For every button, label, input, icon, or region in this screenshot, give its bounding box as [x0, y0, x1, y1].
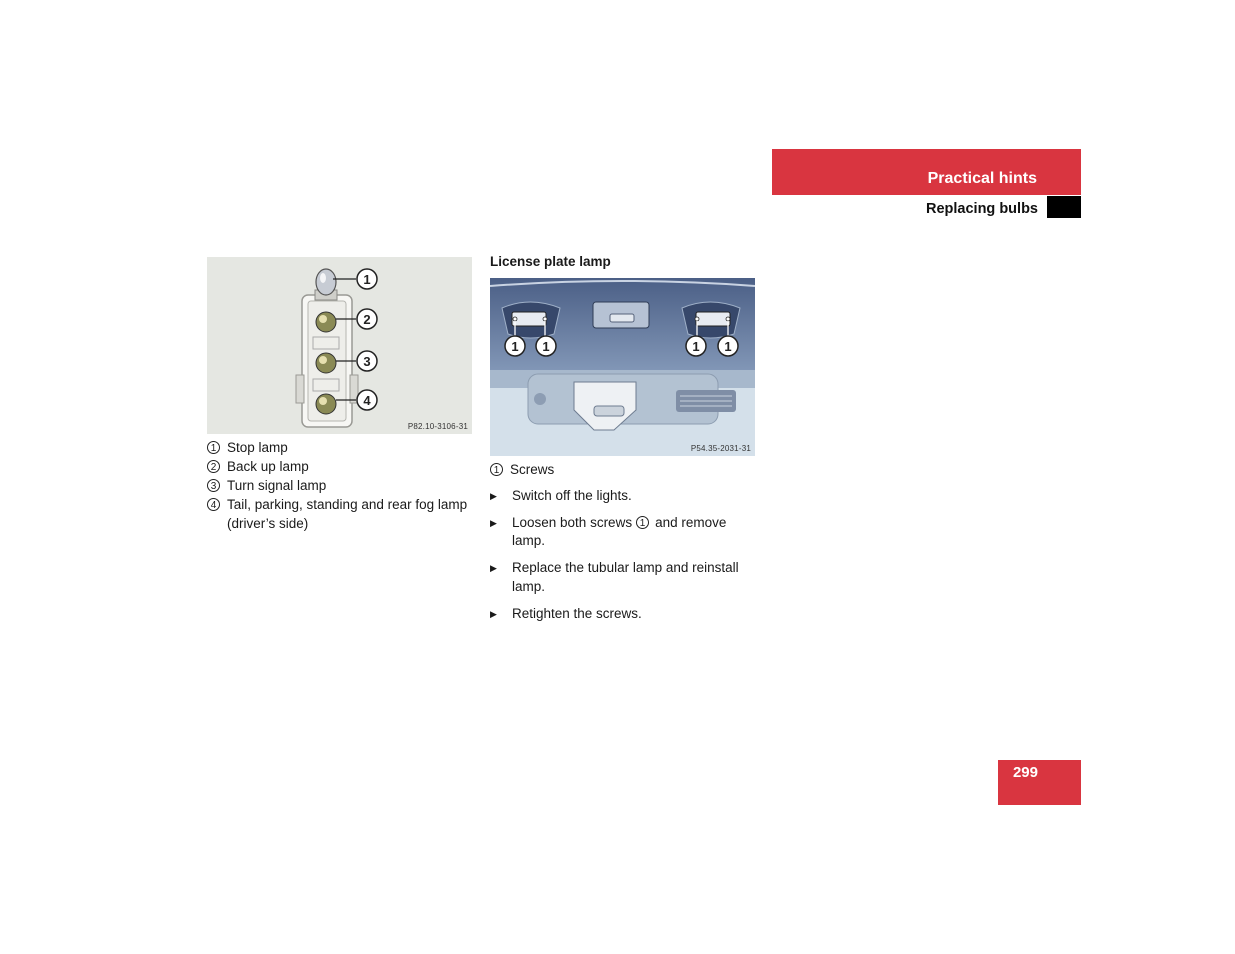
step-bullet-icon: ▶ [490, 563, 497, 573]
callout-2-label: 2 [363, 312, 371, 327]
step-item [490, 514, 758, 551]
step-item [490, 605, 758, 624]
legend-item [207, 476, 472, 495]
subsection-marker [1047, 196, 1081, 218]
step-bullet-icon: ▶ [490, 490, 497, 501]
legend-item [207, 457, 472, 476]
step-item [490, 559, 758, 596]
step-text-part: and remove lamp. [512, 514, 727, 548]
step-text: Switch off the lights. [512, 487, 632, 503]
legend-number: 2 [207, 460, 220, 473]
section-header-bar [772, 149, 1081, 195]
license-plate-figure [490, 278, 755, 456]
page-number: 299 [1012, 764, 1038, 781]
legend-item [207, 438, 472, 457]
figure-code: P82.10-3106-31 [407, 422, 468, 431]
legend-number: 4 [207, 498, 220, 511]
license-plate-heading: License plate lamp [490, 254, 611, 269]
screw-callout-label: 1 [692, 339, 700, 354]
step-text: Replace the tubular lamp and reinstall lamp. [512, 560, 739, 594]
callout-1-label: 1 [363, 272, 371, 287]
page-number-box [998, 760, 1081, 805]
step-text [512, 514, 758, 551]
step-bullet-icon: ▶ [490, 608, 497, 619]
screw-callout-label: 1 [542, 339, 550, 354]
step-text-part: Loosen both screws [512, 514, 633, 530]
trunk-lid-illustration [490, 278, 755, 456]
step-item [490, 487, 758, 506]
bulb-carrier-illustration [207, 257, 472, 434]
legend-item [207, 495, 472, 533]
legend-text: Stop lamp [227, 440, 288, 455]
subsection-title: Replacing bulbs [926, 201, 1038, 217]
section-title: Practical hints [927, 170, 1037, 187]
legend-number: 3 [207, 479, 220, 492]
legend-text: Turn signal lamp [227, 478, 327, 493]
screw-callout-label: 1 [724, 339, 732, 354]
bulb-carrier-figure [207, 257, 472, 434]
legend-item [490, 461, 758, 480]
legend-text: Back up lamp [227, 459, 309, 474]
screw-callout-label: 1 [511, 339, 519, 354]
legend-text: Tail, parking, standing and rear fog lamp (driver’s side) [227, 497, 468, 531]
legend-text: Screws [510, 462, 555, 477]
callout-4-label: 4 [363, 393, 371, 408]
callout-3-label: 3 [363, 354, 371, 369]
step-text: Retighten the screws. [512, 605, 642, 621]
figure-code: P54.35-2031-31 [690, 444, 751, 453]
legend-number: 1 [207, 441, 220, 454]
inline-number: 1 [636, 516, 649, 529]
license-plate-instructions [490, 461, 758, 632]
step-bullet-icon: ▶ [490, 517, 497, 528]
legend-number: 1 [490, 463, 503, 476]
bulb-legend [207, 438, 472, 533]
